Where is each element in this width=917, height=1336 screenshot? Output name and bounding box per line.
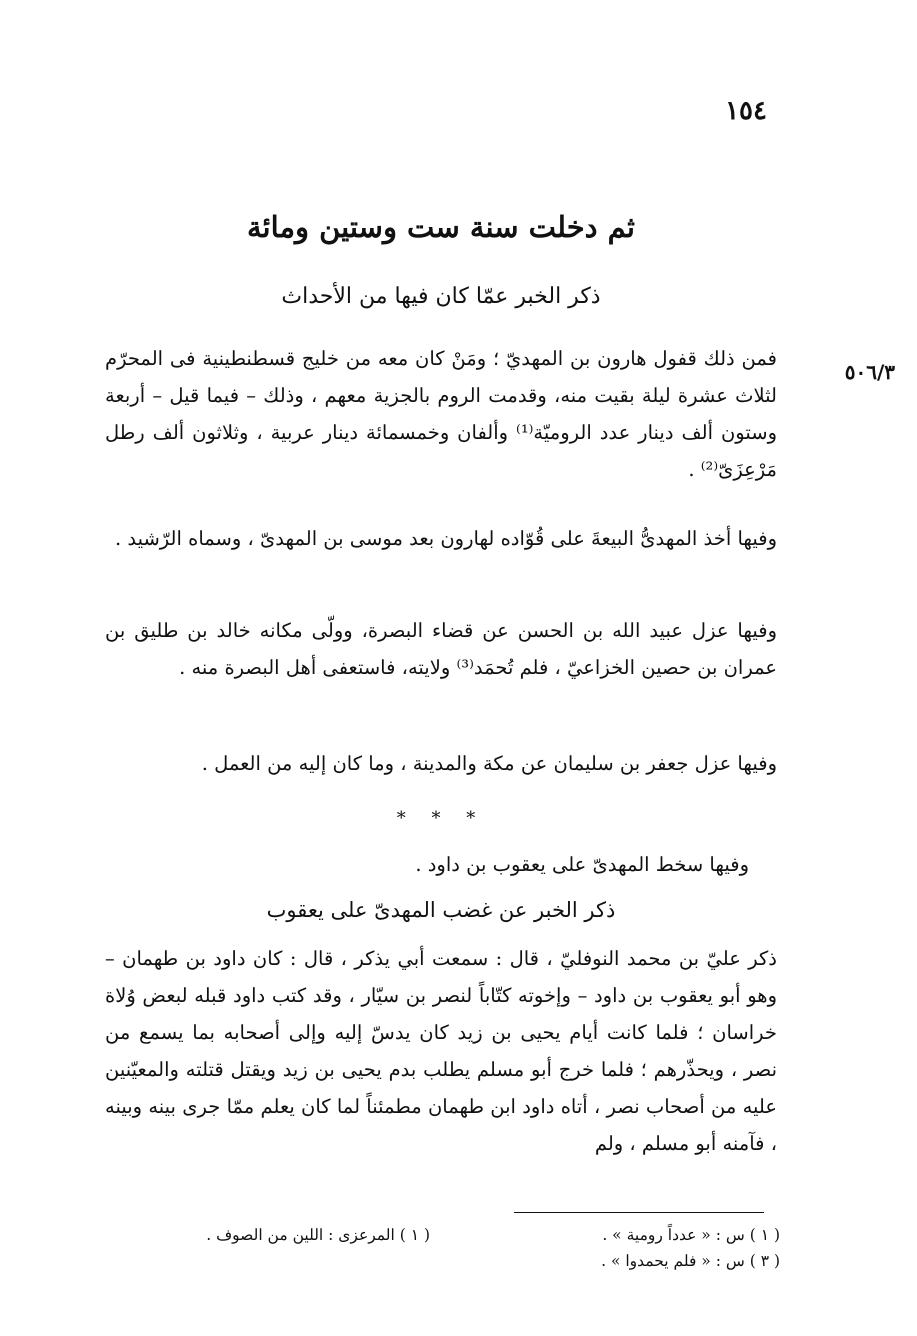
footnote-column-left [170,1222,430,1248]
page-number: ١٥٤ [725,96,767,126]
margin-reference: ٥٠٦/٣ [844,360,895,384]
paragraph: وفيها عزل عبيد الله بن الحسن عن قضاء البصرة، وولّى مكانه خالد بن طليق بن عمران بن حصين الخزاعيّ ، فلم تُحمَد⁽³⁾ ولايته، فاستعفى أهل البصرة منه . [105,619,777,679]
footnote: ( ٣ ) س : « فلم يحمدوا » . [601,1252,780,1270]
footnote: ( ١ ) س : « عدداً رومية » . [602,1226,780,1244]
paragraph: ذكر عليّ بن محمد النوفليّ ، قال : سمعت أبي يذكر ، قال : كان داود بن طهمان – وهو أبو يعقوب بن داود – وإخوته كتّاباً لنصر بن سيّار ، وقد كتب داود قبله لبعض وُلاة خراسان ؛ فلما كانت أيام يحيى بن زيد كان يدسّ إليه وإلى أصحابه بما يسمع من نصر ، ويحذّرهم ؛ فلما خرج أبو مسلم يطلب بدم يحيى بن زيد ويقتل قتلته والمعيّنين عليه من أصحاب نصر ، أتاه داود ابن طهمان مطمئناً لما كان يعلم ممّا جرى بينه وبينه ، فآمنه أبو مسلم ، ولم [105,947,777,1155]
paragraph: فمن ذلك قفول هارون بن المهديّ ؛ ومَنْ كان معه من خليج قسطنطينية فى المحرّم لثلاث عشرة ليلة بقيت منه، وقدمت الروم بالجزية معهم ، وذلك – فيما قيل – أربعة وستون ألف دينار عدد الروميّة⁽¹⁾ وألفان وخمسمائة دينار عربية ، وثلاثون ألف رطل مَرْعِزَىّ⁽²⁾ . [105,347,777,481]
footnote: ( ١ ) المرعزى : اللين من الصوف . [206,1226,430,1244]
footnote-divider [514,1212,764,1213]
paragraph: وفيها أخذ المهدىُّ البيعةَ على قُوّاده لهارون بعد موسى بن المهدىّ ، وسماه الرّشيد . [114,527,777,550]
year-title: ثم دخلت سنة ست وستين ومائة [246,210,636,244]
section-title: ذكر الخبر عمّا كان فيها من الأحداث [281,284,601,309]
paragraph: وفيها عزل جعفر بن سليمان عن مكة والمدينة ، وما كان إليه من العمل . [201,752,777,775]
section-title-2: ذكر الخبر عن غضب المهدىّ على يعقوب [266,898,616,922]
paragraph: وفيها سخط المهدىّ على يعقوب بن داود . [415,853,749,876]
section-separator: * * * [396,808,486,829]
footnote-column-right [530,1222,780,1274]
